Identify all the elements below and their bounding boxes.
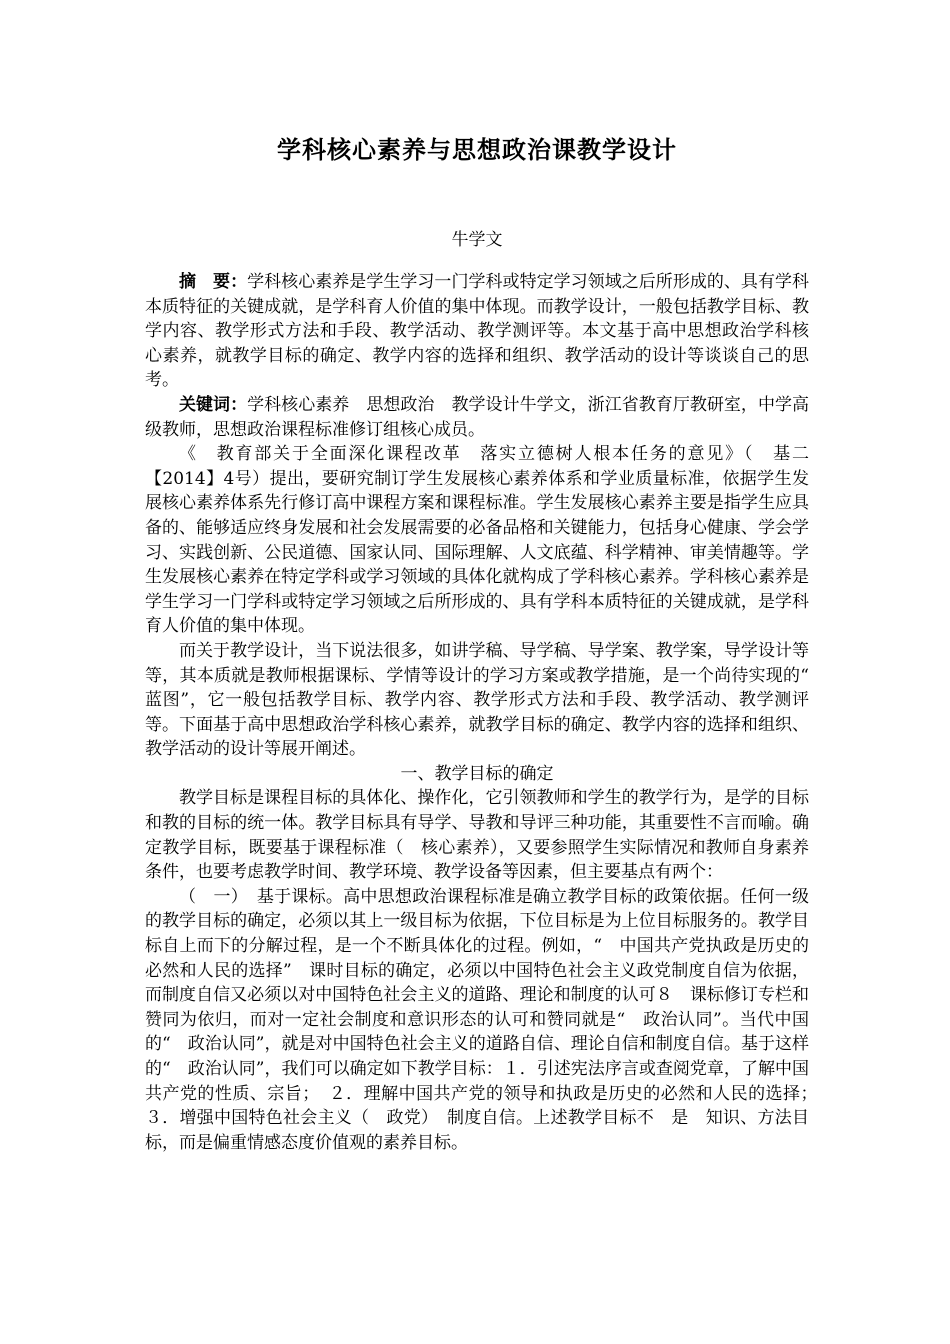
keywords-text: 学科核心素养 思想政治 教学设计牛学文，浙江省教育厅教研室，中学高级教师，思想政治课程标准修订组核心成员。 (145, 394, 810, 440)
document-body (145, 270, 826, 1155)
body-paragraph-4: （ 一） 基于课标。高中思想政治课程标准是确立教学目标的政策依据。任何一级的教学目标的确定，必须以其上一级目标为依据，下位目标是为上位目标服务的。教学目标自上而下的分解过程，是一个不断具体化的过程。例如，“ 中国共产党执政是历史的必然和人民的选择” 课时目标的确定，必须以中国特色社会主义政党制度自信为依据，而制度自信又必须以对中国特色社会主义的道路、理论和制度的认可８ 课标修订专栏和赞同为依归，而对一定社会制度和意识形态的认可和赞同就是“ 政治认同”。当代中国的“ 政治认同”，就是对中国特色社会主义的道路自信、理论自信和制度自信。基于这样的“ 政治认同”，我们可以确定如下教学目标：１．引述宪法序言或查阅党章，了解中国共产党的性质、宗旨； ２．理解中国共产党的领导和执政是历史的必然和人民的选择； ３．增强中国特色社会主义（ 政党） 制度自信。上述教学目标不 是 知识、方法目标，而是偏重情感态度价值观的素养目标。 (145, 886, 826, 1153)
abstract-paragraph (145, 270, 826, 393)
body-paragraph-2: 而关于教学设计，当下说法很多，如讲学稿、导学稿、导学案、教学案，导学设计等等，其本质就是教师根据课标、学情等设计的学习方案或教学措施，是一个尚待实现的“ 蓝图”，它一般包括教学目标、教学内容、教学形式方法和手段、教学活动、教学测评等。下面基于高中思想政治学科核心素养，就教学目标的确定、教学内容的选择和组织、教学活动的设计等展开阐述。 (145, 640, 826, 760)
abstract-label: 摘 要： (179, 272, 248, 292)
keywords-label: 关键词： (179, 394, 248, 415)
keywords-paragraph (145, 393, 809, 442)
abstract-text: 学科核心素养是学生学习一门学科或特定学习领域之后所形成的、具有学科本质特征的关键成就，是学科育人价值的集中体现。而教学设计，一般包括教学目标、教学内容、教学形式方法和手段、教学活动、教学测评等。本文基于高中思想政治学科核 心素养，就教学目标的确定、教学内容的选择和组织、教学活动的设计等谈谈自己的思考。 (145, 272, 826, 391)
body-paragraph-1: 《 教育部关于全面深化课程改革 落实立德树人根本任务的意见》（ 基二【2014】4号）提出，要研究制订学生发展核心素养体系和学业质量标准，依据学生发展核心素养体系先行修订高中课程方案和课程标准。学生发展核心素养主要是指学生应具备的、能够适应终身发展和社会发展需要的必备品格和关键能力，包括身心健康、学会学习、实践创新、公民道德、国家认同、国际理解、人文底蕴、科学精神、审美情趣等。学生发展核心素养在特定学科或学习领域的具体化就构成了学科核心素养。学科核心素养是学生学习一门学科或特定学习领域之后所形成的、具有学科本质特征的关键成就，是学科育人价值的集中体现。 (145, 444, 809, 637)
section-heading-1: 一、教学目标的确定 (400, 763, 554, 784)
body-paragraph-3: 教学目标是课程目标的具体化、操作化，它引领教师和学生的教学行为，是学的目标和教的目标的统一体。教学目标具有导学、导教和导评三种功能，其重要性不言而喻。确定教学目标，既要基于课程标准（ 核心素养），又要参照学生实际情况和教师自身素养条件，也要考虑教学时间、教学环境、教学设备等因素，但主要基点有两个： (145, 788, 809, 883)
author-name: 牛学文 (451, 230, 503, 250)
document-title: 学科核心素养与思想政治课教学设计 (277, 135, 677, 164)
